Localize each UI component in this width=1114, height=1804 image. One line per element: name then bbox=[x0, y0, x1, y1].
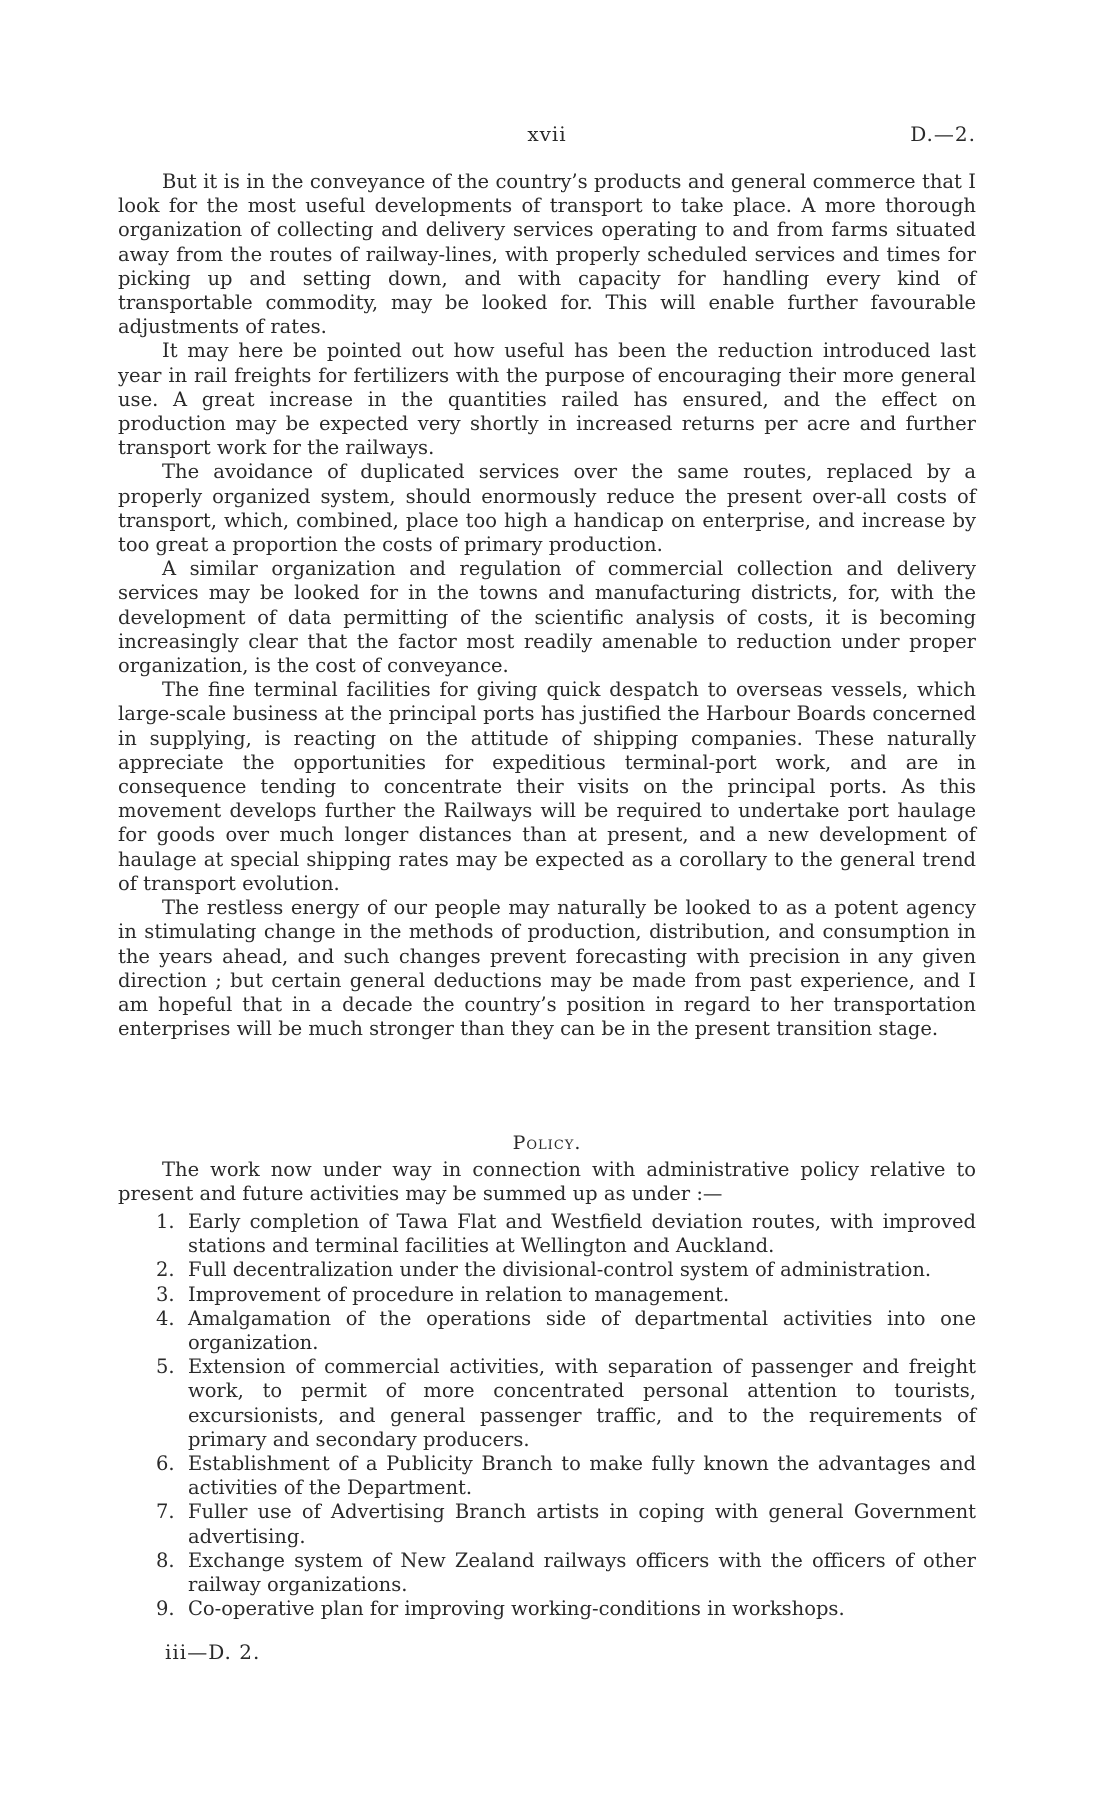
list-item-number: 2. bbox=[156, 1258, 175, 1282]
list-item-number: 1. bbox=[156, 1210, 175, 1233]
policy-intro: The work now under way in connection with administrative policy relative to present and future activities may be summed up as under :— bbox=[118, 1158, 976, 1206]
policy-list bbox=[118, 1210, 976, 1621]
list-item bbox=[118, 1283, 976, 1307]
section-title-policy: Policy. bbox=[512, 1132, 582, 1154]
list-item bbox=[118, 1549, 976, 1597]
list-item-text: Exchange system of New Zealand railways officers with the officers of other railway organizations. bbox=[188, 1548, 976, 1597]
list-item-text: Extension of commercial activities, with separation of passenger and freight work, to permit of more concentrated personal attention to tourists, excursionists, and general passenger traffic, and to the requirements of primary and secondary producers. bbox=[188, 1355, 976, 1451]
list-item-number: 8. bbox=[156, 1548, 175, 1572]
document-reference: D.—2. bbox=[910, 122, 976, 146]
list-item-text: Establishment of a Publicity Branch to make fully known the advantages and activities of the Department. bbox=[188, 1452, 976, 1500]
list-item-number: 3. bbox=[156, 1282, 175, 1306]
list-item-number: 7. bbox=[156, 1500, 175, 1524]
list-item-text: Fuller use of Advertising Branch artists in coping with general Government advertising. bbox=[188, 1500, 976, 1548]
list-item-number: 5. bbox=[156, 1355, 175, 1379]
list-item bbox=[118, 1355, 976, 1452]
list-item-number: 4. bbox=[156, 1306, 175, 1330]
list-item-number: 9. bbox=[156, 1597, 175, 1621]
paragraph: The restless energy of our people may naturally be looked to as a potent agency in stimulating change in the methods of production, distribution, and consumption in the years ahead, and such changes prevent forecasting with precision in any given direction ; but certain general deductions may be made from past experience, and I am hopeful that in a decade the country’s position in regard to her transportation enterprises will be much stronger than they can be in the present transition stage. bbox=[118, 896, 976, 1041]
list-item bbox=[118, 1258, 976, 1282]
paragraph: The fine terminal facilities for giving quick despatch to overseas vessels, which large-scale business at the principal ports has justified the Harbour Boards concerned in supplying, is reacting on the attitude of shipping companies. These naturally appreciate the opportunities for expeditious terminal-port work, and are in consequence tending to concentrate their visits on the principal ports. As this movement develops further the Railways will be required to undertake port haulage for goods over much longer distances than at present, and a new development of haulage at special shipping rates may be expected as a corollary to the general trend of transport evolution. bbox=[118, 678, 976, 895]
list-item-text: Full decentralization under the divisional-control system of administration. bbox=[188, 1258, 932, 1282]
list-item-text: Amalgamation of the operations side of departmental activities into one organization. bbox=[188, 1306, 976, 1355]
list-item bbox=[118, 1210, 976, 1258]
paragraph: It may here be pointed out how useful has been the reduction introduced last year in rail freights for fertilizers with the purpose of encouraging their more general use. A great increase in the quantities railed has ensured, and the effect on production may be expected very shortly in increased returns per acre and further transport work for the railways. bbox=[118, 339, 976, 460]
list-item bbox=[118, 1307, 976, 1355]
signature-reference: iii—D. 2. bbox=[165, 1640, 261, 1664]
list-item-text: Co-operative plan for improving working-conditions in workshops. bbox=[188, 1597, 845, 1621]
list-item bbox=[118, 1452, 976, 1500]
body-text bbox=[118, 170, 976, 1041]
list-item-number: 6. bbox=[156, 1452, 175, 1476]
page-header bbox=[118, 122, 976, 152]
paragraph: A similar organization and regulation of commercial collection and delivery services may be looked for in the towns and manufacturing districts, for, with the development of data permitting of the scientific analysis of costs, it is becoming increasingly clear that the factor most readily amenable to reduction under proper organization, is the cost of conveyance. bbox=[118, 557, 976, 678]
paragraph: The avoidance of duplicated services over the same routes, replaced by a properly organized system, should enormously reduce the present over-all costs of transport, which, combined, place too high a handicap on enterprise, and increase by too great a proportion the costs of primary production. bbox=[118, 460, 976, 557]
page-number: xvii bbox=[527, 122, 567, 146]
list-item-text: Early completion of Tawa Flat and Westfield deviation routes, with improved stations and terminal facilities at Wellington and Auckland. bbox=[188, 1210, 976, 1258]
list-item-text: Improvement of procedure in relation to management. bbox=[188, 1282, 730, 1306]
list-item bbox=[118, 1500, 976, 1548]
paragraph: But it is in the conveyance of the country’s products and general commerce that I look for the most useful developments of transport to take place. A more thorough organization of collecting and delivery services operating to and from farms situated away from the routes of railway-lines, with properly scheduled services and times for picking up and setting down, and with capacity for handling every kind of transportable commodity, may be looked for. This will enable further favourable adjustments of rates. bbox=[118, 170, 976, 339]
list-item bbox=[118, 1597, 976, 1621]
